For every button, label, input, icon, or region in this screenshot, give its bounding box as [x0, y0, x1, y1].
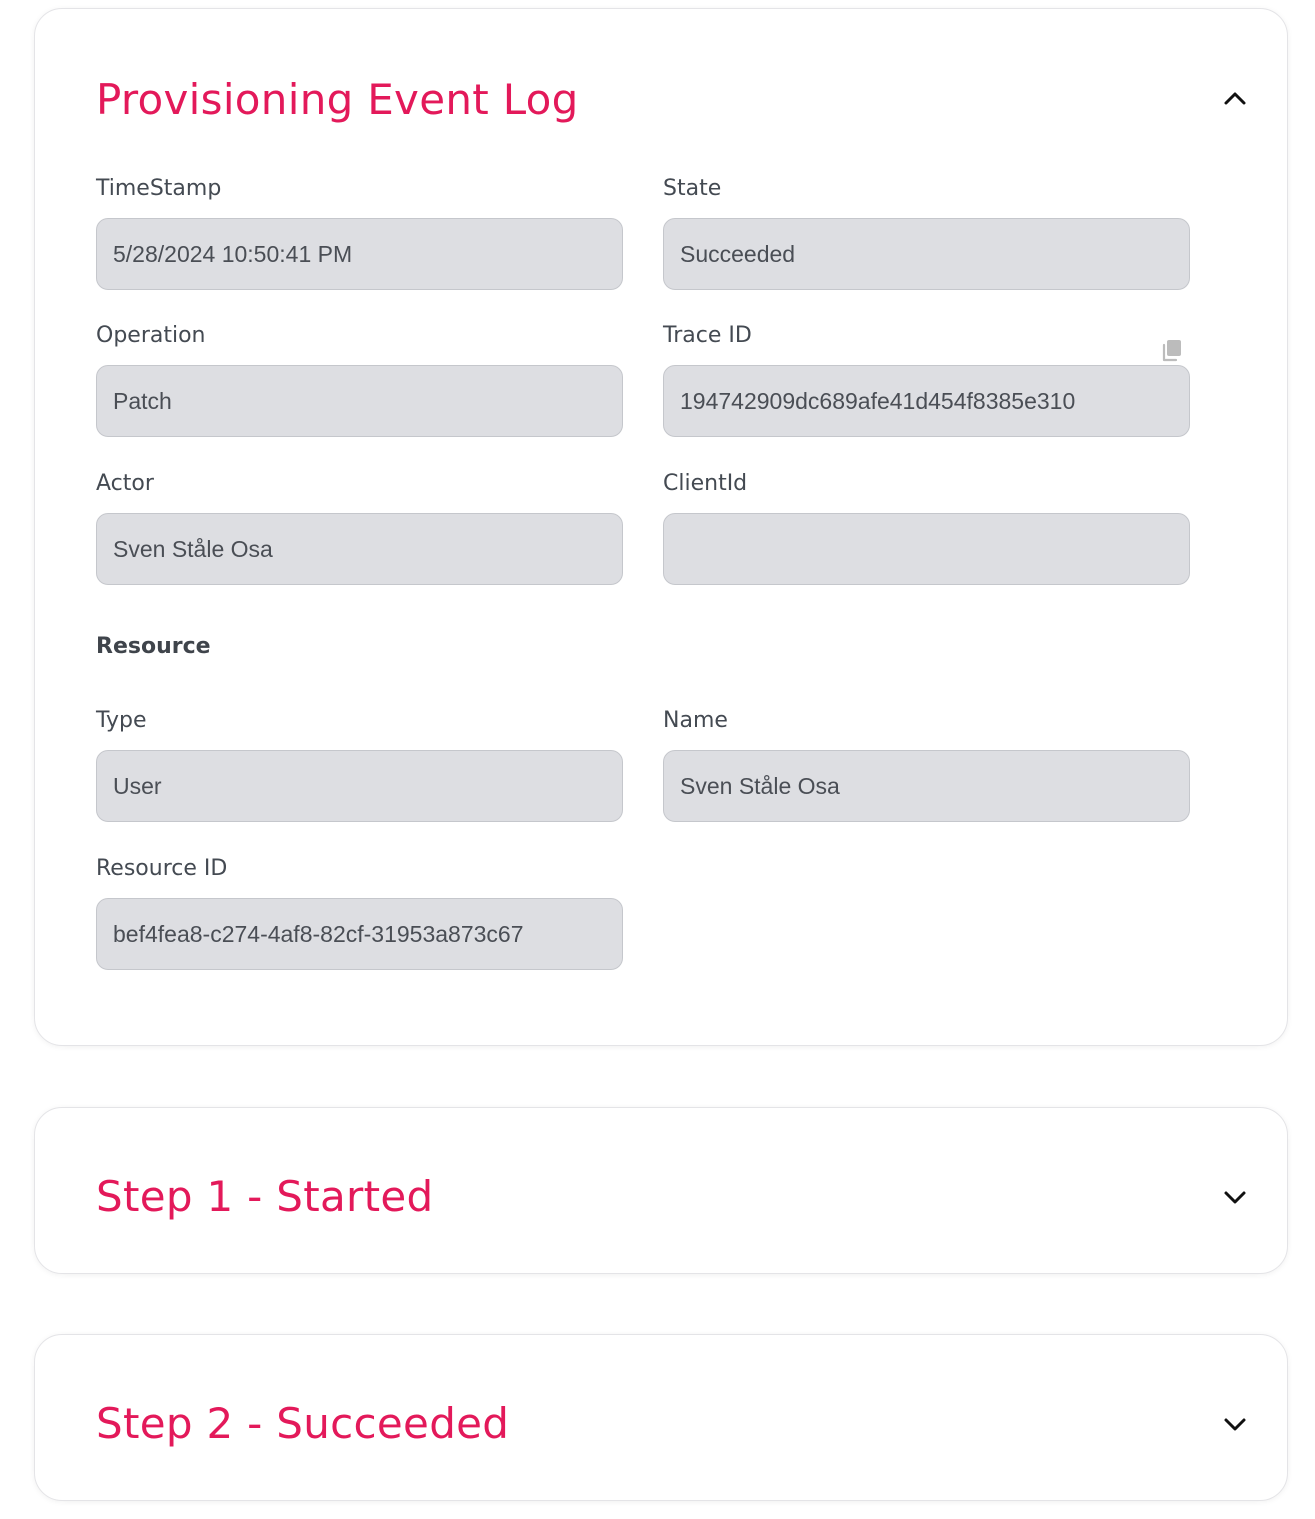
step-1-title: Step 1 - Started — [96, 1172, 434, 1221]
actor-input[interactable] — [96, 513, 623, 585]
client-id-label: ClientId — [663, 471, 748, 496]
chevron-down-icon[interactable] — [1219, 1181, 1251, 1213]
card-title: Provisioning Event Log — [96, 75, 579, 124]
trace-id-label: Trace ID — [663, 323, 752, 348]
resource-type-input[interactable] — [96, 750, 623, 822]
resource-id-label: Resource ID — [96, 856, 228, 881]
state-label: State — [663, 176, 722, 201]
actor-label: Actor — [96, 471, 154, 496]
timestamp-label: TimeStamp — [96, 176, 222, 201]
trace-id-input[interactable] — [663, 365, 1190, 437]
resource-name-input[interactable] — [663, 750, 1190, 822]
resource-name-label: Name — [663, 708, 728, 733]
copy-icon[interactable] — [1159, 336, 1187, 364]
step-1-card[interactable] — [34, 1107, 1288, 1274]
operation-label: Operation — [96, 323, 206, 348]
provisioning-event-log-card — [34, 8, 1288, 1046]
resource-type-label: Type — [96, 708, 147, 733]
resource-section-title: Resource — [96, 634, 211, 659]
step-2-card[interactable] — [34, 1334, 1288, 1501]
state-input[interactable] — [663, 218, 1190, 290]
operation-input[interactable] — [96, 365, 623, 437]
timestamp-input[interactable] — [96, 218, 623, 290]
client-id-input[interactable] — [663, 513, 1190, 585]
resource-id-input[interactable] — [96, 898, 623, 970]
chevron-up-icon[interactable] — [1219, 83, 1251, 115]
step-2-title: Step 2 - Succeeded — [96, 1399, 510, 1448]
chevron-down-icon[interactable] — [1219, 1408, 1251, 1440]
